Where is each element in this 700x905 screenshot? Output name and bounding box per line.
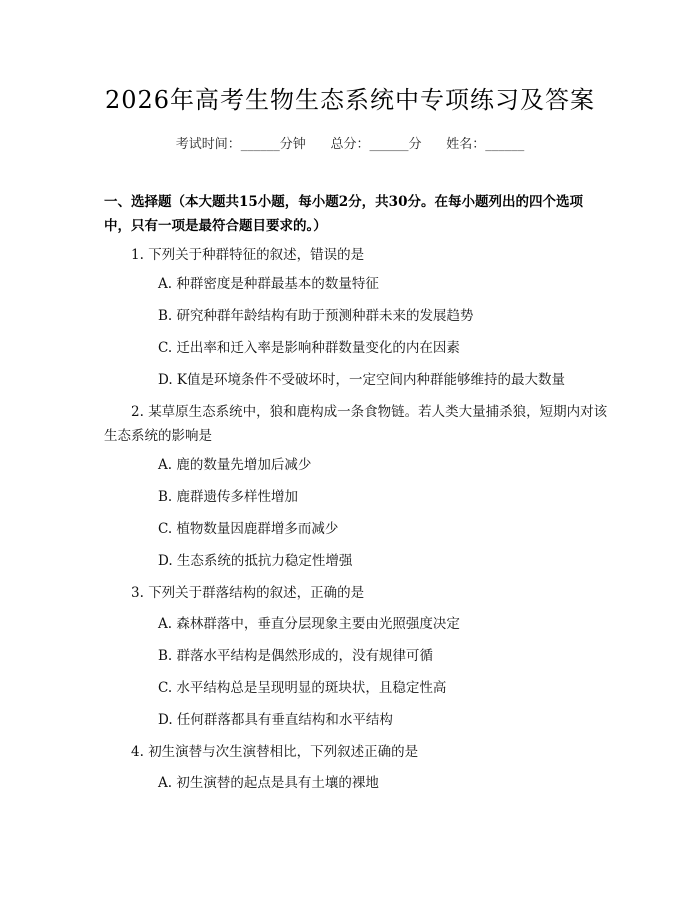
question-number: 2. <box>131 404 144 420</box>
question-number: 3. <box>131 585 144 601</box>
question-1-option-c: C. 迁出率和迁入率是影响种群数量变化的内在因素 <box>158 340 460 356</box>
question-1 <box>104 243 609 267</box>
question-3-option-a: A. 森林群落中，垂直分层现象主要由光照强度决定 <box>158 616 460 632</box>
page-title: 2026年高考生物生态系统中专项练习及答案 <box>104 86 596 114</box>
question-stem: 下列关于群落结构的叙述，正确的是 <box>148 585 365 601</box>
question-4-option-a: A. 初生演替的起点是具有土壤的裸地 <box>158 775 379 791</box>
question-3-option-c: C. 水平结构总是呈现明显的斑块状，且稳定性高 <box>158 680 447 696</box>
question-stem: 初生演替与次生演替相比，下列叙述正确的是 <box>148 744 419 760</box>
question-number: 1. <box>131 247 144 263</box>
question-3-option-d: D. 任何群落都具有垂直结构和水平结构 <box>158 712 393 728</box>
question-3-option-b: B. 群落水平结构是偶然形成的，没有规律可循 <box>158 648 434 664</box>
question-number: 4. <box>131 744 144 760</box>
question-1-option-a: A. 种群密度是种群最基本的数量特征 <box>158 276 379 292</box>
question-1-option-b: B. 研究种群年龄结构有助于预测种群未来的发展趋势 <box>158 308 474 324</box>
question-stem: 下列关于种群特征的叙述，错误的是 <box>148 247 365 263</box>
question-2-option-d: D. 生态系统的抵抗力稳定性增强 <box>158 553 353 569</box>
exam-info-line: 考试时间：______分钟 总分：______分 姓名：______ <box>175 137 525 152</box>
question-2 <box>104 400 609 448</box>
question-2-option-b: B. 鹿群遗传多样性增加 <box>158 489 299 505</box>
question-4 <box>104 740 609 764</box>
question-2-option-a: A. 鹿的数量先增加后减少 <box>158 457 312 473</box>
question-3 <box>104 581 609 605</box>
question-stem: 某草原生态系统中，狼和鹿构成一条食物链。若人类大量捕杀狼，短期内对该生态系统的影响是 <box>104 404 608 444</box>
question-2-option-c: C. 植物数量因鹿群增多而减少 <box>158 521 339 537</box>
section-heading: 一、选择题（本大题共15小题，每小题2分，共30分。在每小题列出的四个选项中，只有一项是最符合题目要求的。） <box>104 194 583 234</box>
question-1-option-d: D. K值是环境条件不受破坏时，一定空间内种群能够维持的最大数量 <box>158 372 566 388</box>
